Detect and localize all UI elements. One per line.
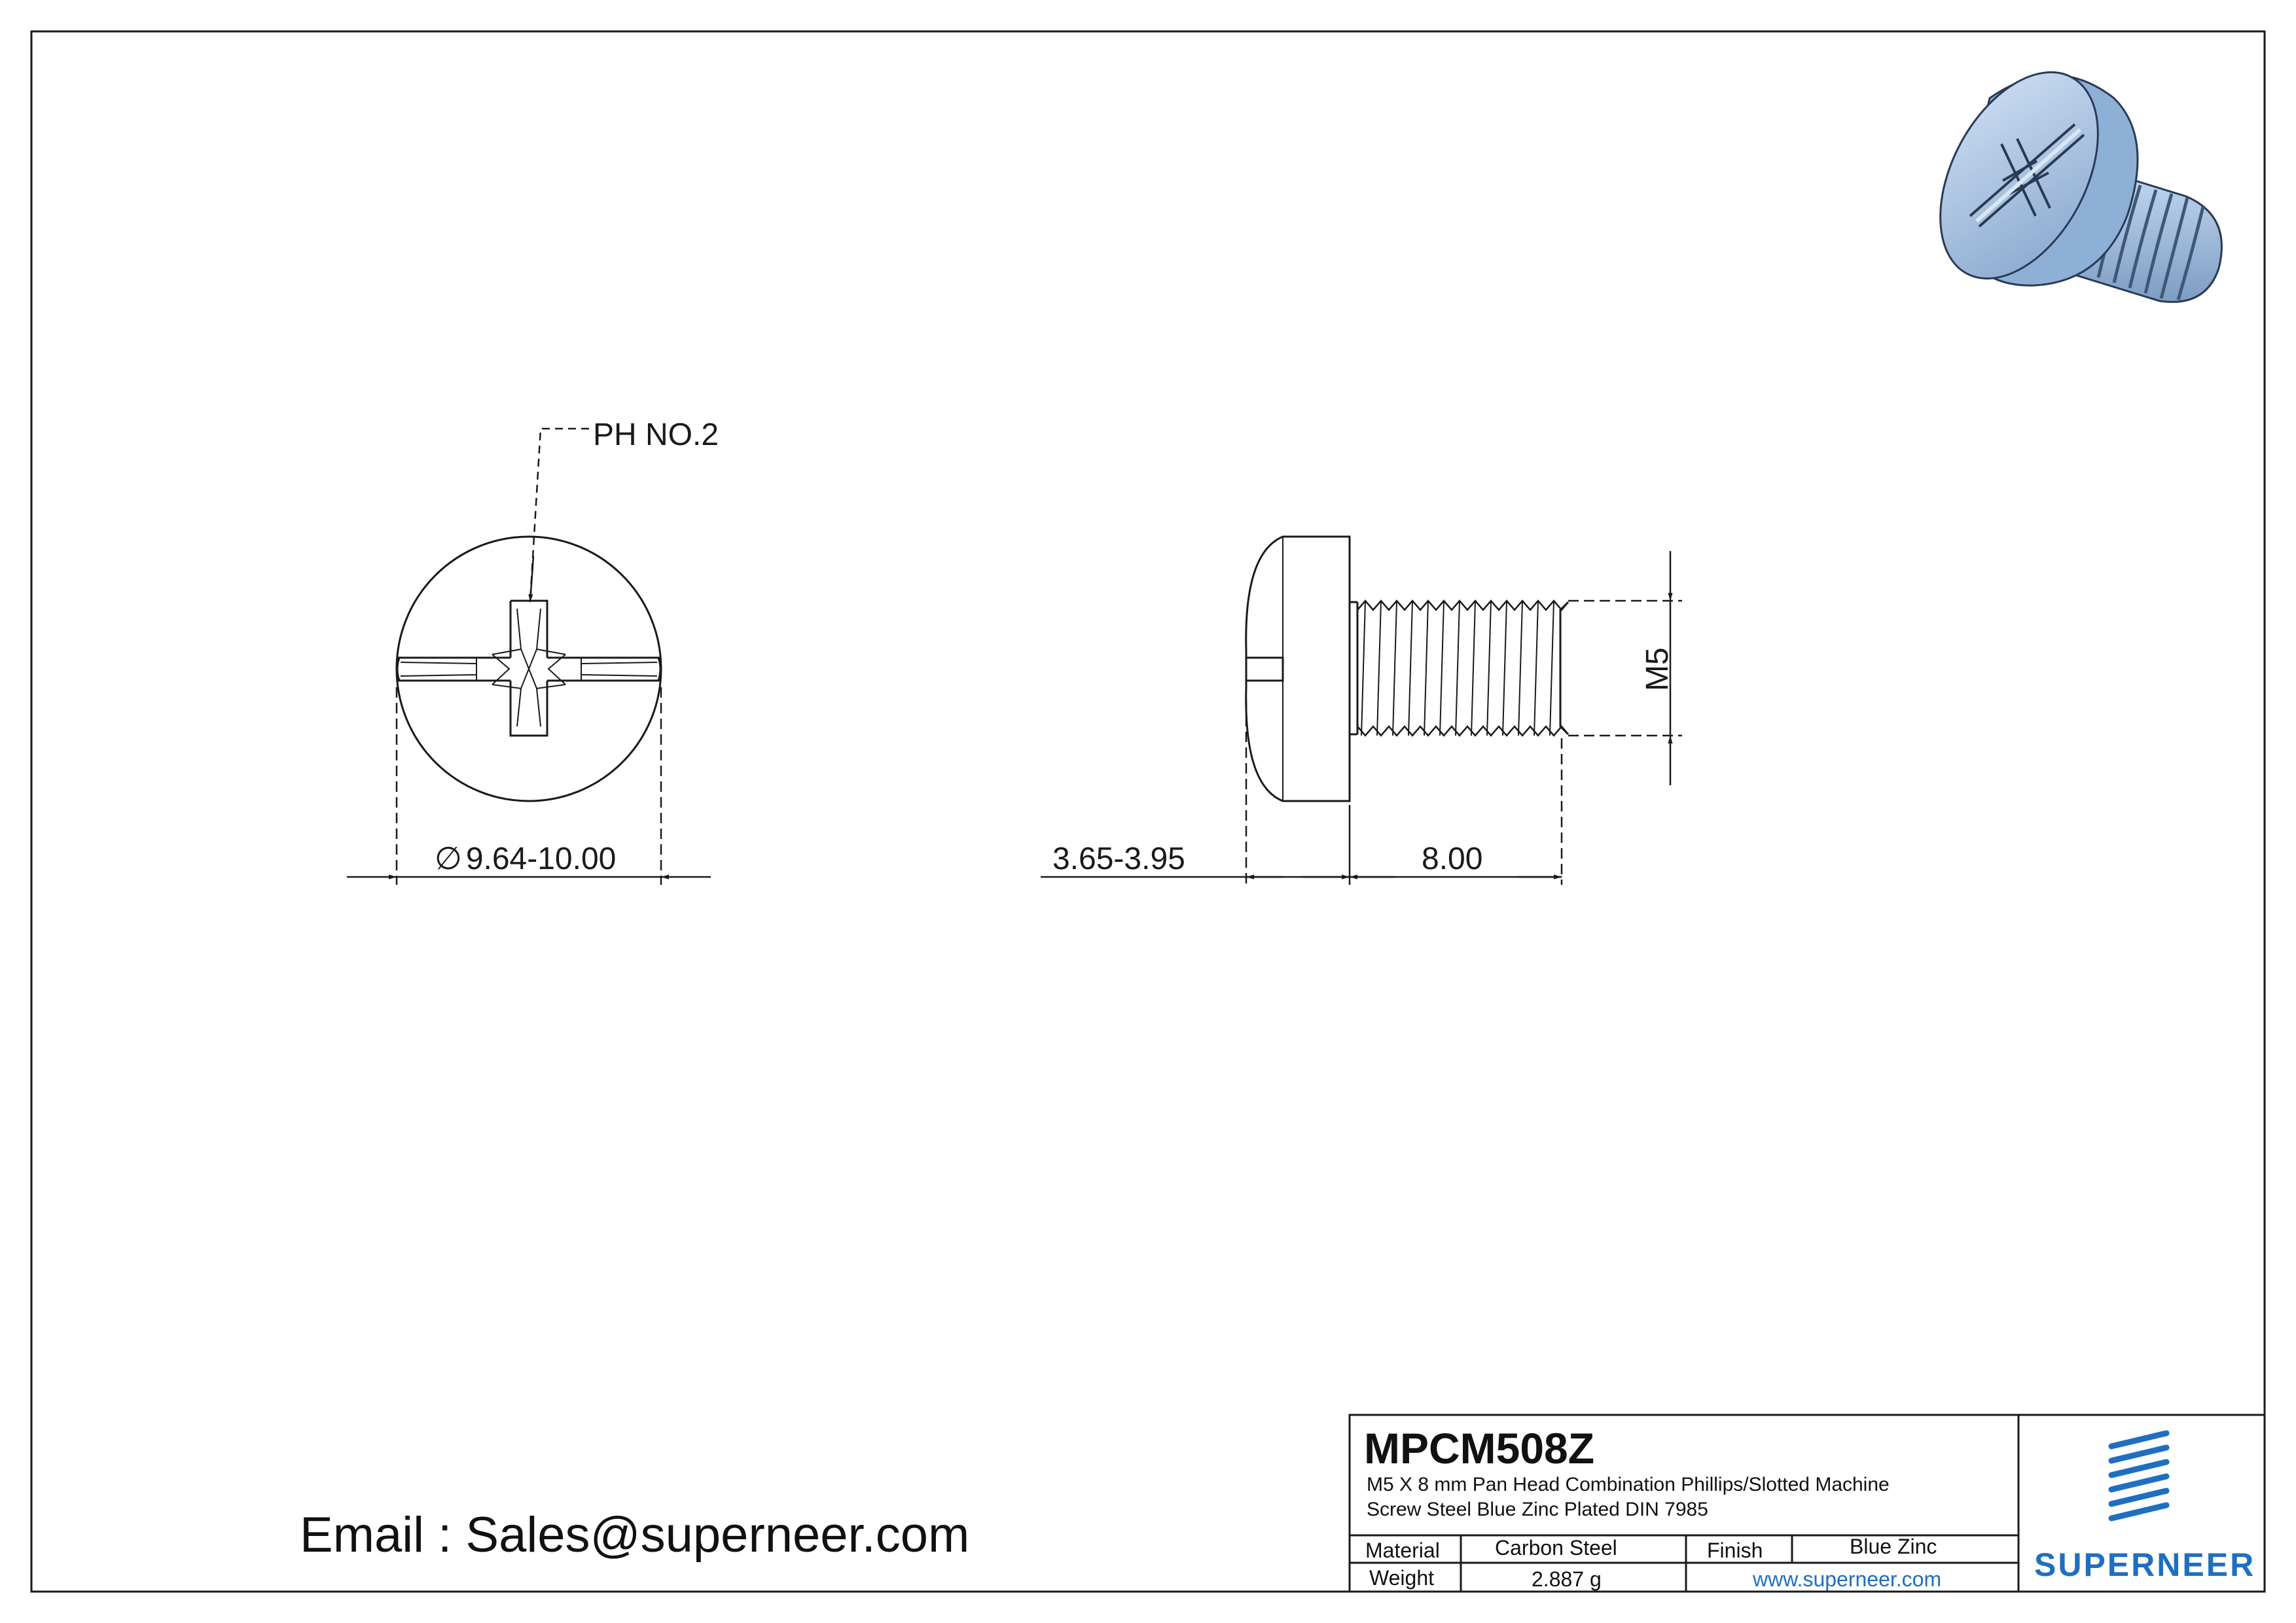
head-diameter-label xyxy=(435,842,616,876)
head-diameter-value: 9.64-10.00 xyxy=(465,842,617,876)
material-label: Material xyxy=(1365,1539,1440,1562)
brand-name: SUPERNEER xyxy=(2034,1546,2256,1583)
phillips-recess xyxy=(492,609,565,726)
front-view xyxy=(347,429,711,885)
finish-value: Blue Zinc xyxy=(1850,1535,1937,1558)
drive-callout-label: PH NO.2 xyxy=(593,418,719,452)
material-value: Carbon Steel xyxy=(1495,1536,1617,1560)
thread-outline xyxy=(1350,602,1357,734)
superneer-logo xyxy=(2111,1433,2166,1518)
thread-label: M5 xyxy=(1640,647,1675,691)
diameter-symbol: ∅ xyxy=(435,842,462,876)
website-link[interactable]: www.superneer.com xyxy=(1753,1567,1942,1591)
screw-3d-render xyxy=(1908,46,2221,305)
sheet-border xyxy=(31,31,2265,1592)
drive-leader-arrow xyxy=(530,556,533,602)
contact-email[interactable]: Email : Sales@superneer.com xyxy=(300,1507,970,1563)
part-number: MPCM508Z xyxy=(1364,1424,1595,1472)
length-label: 8.00 xyxy=(1422,842,1483,876)
finish-label: Finish xyxy=(1707,1539,1763,1562)
drive-leader-line xyxy=(530,429,589,601)
thread-major-bottom xyxy=(1357,726,1568,736)
thread-major-top xyxy=(1357,601,1568,610)
head-height-label: 3.65-3.95 xyxy=(1052,842,1185,876)
side-view xyxy=(1041,537,1682,885)
description-line-1: M5 X 8 mm Pan Head Combination Phillips/Slotted Machine xyxy=(1367,1474,1890,1495)
head-profile xyxy=(1246,537,1350,801)
weight-label: Weight xyxy=(1369,1566,1435,1590)
description-line-2: Screw Steel Blue Zinc Plated DIN 7985 xyxy=(1367,1499,1708,1520)
thread-flanks xyxy=(1361,601,1554,736)
thread-end xyxy=(1560,602,1568,734)
weight-value: 2.887 g xyxy=(1532,1567,1602,1591)
side-slot xyxy=(1246,658,1283,681)
